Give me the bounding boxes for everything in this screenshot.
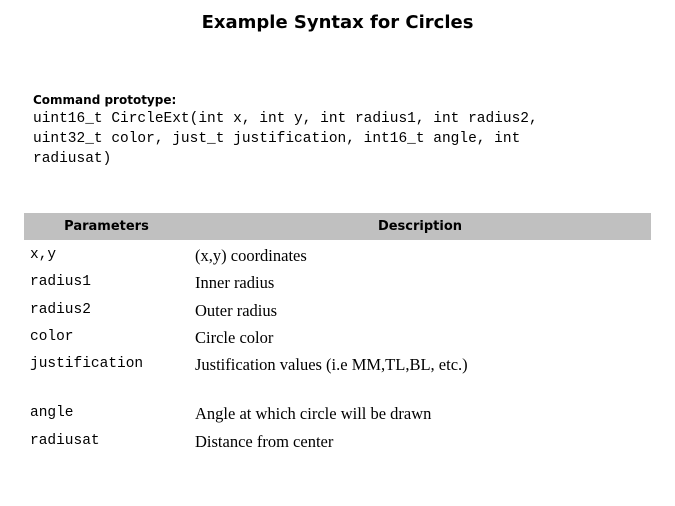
param-name: justification [30,356,144,372]
table-row [24,244,651,268]
param-description: Angle at which circle will be drawn [195,404,432,423]
slide-title: Example Syntax for Circles [201,12,474,33]
table-row [24,402,651,426]
parameters-table [24,213,651,451]
param-description: (x,y) coordinates [195,246,307,265]
param-description: Distance from center [195,432,334,451]
table-row [24,299,651,323]
param-name: radius1 [30,274,91,290]
param-name: radius2 [30,302,91,318]
prototype-label: Command prototype: [33,93,177,107]
header-description: Description [377,219,463,234]
param-description: Justification values (i.e MM,TL,BL, etc.) [195,355,468,374]
table-header [24,213,651,240]
param-name: angle [30,405,74,421]
table-row [24,271,651,295]
param-name: radiusat [30,433,100,449]
prototype-code: uint16_t CircleExt(int x, int y, int radius1, int radius2, uint32_t color, just_t justification, int16_t angle, int radiusat) [33,111,538,167]
table-row [24,326,651,350]
param-description: Inner radius [195,273,275,292]
header-parameters: Parameters [64,219,149,234]
param-name: color [30,329,74,345]
param-name: x,y [30,247,57,263]
param-description: Circle color [195,328,274,347]
table-row [24,353,651,377]
table-row [24,430,651,454]
param-description: Outer radius [195,301,278,320]
